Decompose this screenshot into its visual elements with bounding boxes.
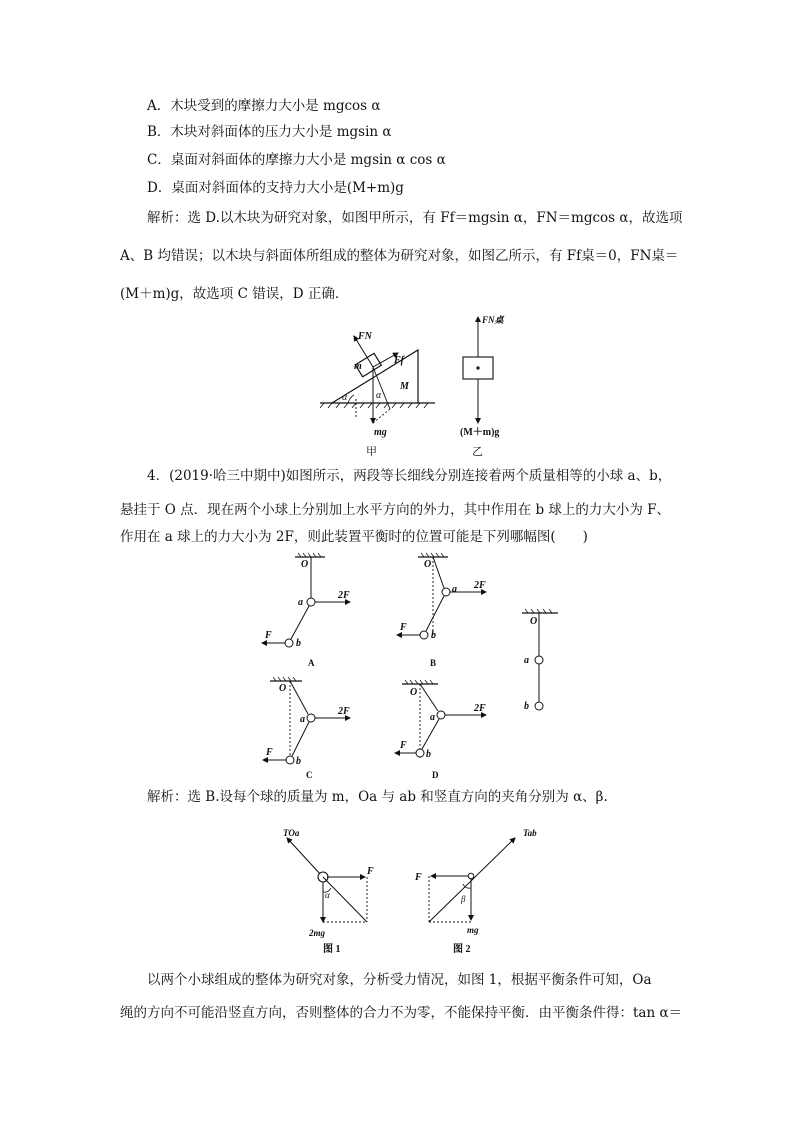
svg-text:b: b <box>426 749 431 760</box>
svg-text:b: b <box>296 756 301 767</box>
svg-text:C: C <box>306 770 313 780</box>
fn-table-label: FN桌 <box>482 315 504 325</box>
M-label: M <box>400 381 409 392</box>
svg-text:B: B <box>430 658 437 668</box>
total-weight-label: (M＋m)g <box>460 427 500 438</box>
angle-arc <box>348 395 354 403</box>
svg-text:a: a <box>430 712 435 723</box>
force-diagrams <box>275 812 535 960</box>
svg-text:a: a <box>298 597 303 608</box>
svg-text:F: F <box>265 630 272 641</box>
caption-yi: 乙 <box>472 446 483 458</box>
svg-text:2F: 2F <box>338 706 350 717</box>
figure-2 <box>414 828 537 955</box>
svg-text:图 2: 图 2 <box>453 944 471 955</box>
ff-label: Ff <box>394 355 404 366</box>
svg-text:a: a <box>300 714 305 725</box>
svg-text:A: A <box>308 658 315 668</box>
box-center-dot <box>476 366 479 369</box>
caption-jia: 甲 <box>366 446 377 458</box>
svg-text:2F: 2F <box>474 703 486 714</box>
choice-figures <box>250 548 580 780</box>
option-d: D．桌面对斜面体的支持力大小是(M+m)g <box>147 180 404 196</box>
svg-text:2mg: 2mg <box>309 928 326 938</box>
solution3-line1: 解析：选 D.以木块为研究对象，如图甲所示，有 Ff＝mgsin α，FN＝mgcos α，故选项 <box>147 210 683 226</box>
svg-text:b: b <box>431 630 436 641</box>
figure-original <box>522 609 558 712</box>
figure-1 <box>283 828 374 955</box>
svg-text:b: b <box>296 638 301 649</box>
figure-b <box>397 553 486 668</box>
mg-label: mg <box>374 427 387 438</box>
question4-line2: 悬挂于 O 点．现在两个小球上分别加上水平方向的外力，其中作用在 b 球上的力大小为 F、 <box>120 502 671 518</box>
solution4-line3: 绳的方向不可能沿竖直方向，否则整体的合力不为零，不能保持平衡．由平衡条件得：tan α＝ <box>120 1005 683 1021</box>
solution3-line2: A、B 均错误；以木块与斜面体所组成的整体为研究对象，如图乙所示，有 Ff桌＝0，FN桌＝ <box>120 248 679 264</box>
svg-text:O: O <box>410 687 418 698</box>
svg-text:F: F <box>415 872 422 883</box>
option-b: B．木块对斜面体的压力大小是 mgsin α <box>147 124 392 140</box>
svg-text:β: β <box>461 894 466 904</box>
solution4-line2: 以两个小球组成的整体为研究对象，分析受力情况，如图 1，根据平衡条件可知，Oa <box>147 972 652 988</box>
svg-text:a: a <box>452 584 457 595</box>
svg-text:2F: 2F <box>474 580 486 591</box>
question4-line3: 作用在 a 球上的力大小为 2F，则此装置平衡时的位置可能是下列哪幅图( ) <box>120 529 588 545</box>
figure-c <box>263 677 350 780</box>
alpha-label: α <box>376 390 382 401</box>
alpha-label-2: α <box>342 392 348 403</box>
svg-text:F: F <box>400 740 407 751</box>
svg-text:Tab: Tab <box>523 828 537 838</box>
fn-label: FN <box>358 331 372 342</box>
ground-hatch <box>320 403 428 408</box>
svg-text:TOa: TOa <box>283 828 300 838</box>
incline-force-figure <box>310 305 530 465</box>
svg-text:F: F <box>400 622 407 633</box>
m-label: m <box>354 361 362 372</box>
svg-text:D: D <box>432 770 439 780</box>
svg-text:F: F <box>367 866 374 877</box>
option-a: A．木块受到的摩擦力大小是 mgcos α <box>147 98 381 114</box>
option-c: C．桌面对斜面体的摩擦力大小是 mgsin α cos α <box>147 152 446 168</box>
figure-d <box>395 680 486 780</box>
solution3-line3: (M＋m)g，故选项 C 错误，D 正确． <box>120 286 349 302</box>
question4-line1: 4．(2019·哈三中期中)如图所示，两段等长细线分别连接着两个质量相等的小球 a、b， <box>147 468 672 484</box>
dashed-line <box>373 409 390 423</box>
solution4-line1: 解析：选 B.设每个球的质量为 m，Oa 与 ab 和竖直方向的夹角分别为 α、β. <box>147 789 608 805</box>
svg-text:O: O <box>301 559 309 570</box>
figure-a <box>262 553 350 668</box>
svg-text:a: a <box>524 655 529 666</box>
svg-text:O: O <box>530 616 538 627</box>
svg-text:F: F <box>266 747 273 758</box>
svg-text:2F: 2F <box>338 590 350 601</box>
svg-text:mg: mg <box>467 925 479 935</box>
svg-text:O: O <box>424 559 432 570</box>
svg-text:O: O <box>279 683 287 694</box>
svg-text:图 1: 图 1 <box>323 944 341 955</box>
svg-text:b: b <box>524 701 529 712</box>
svg-text:α: α <box>325 890 330 900</box>
